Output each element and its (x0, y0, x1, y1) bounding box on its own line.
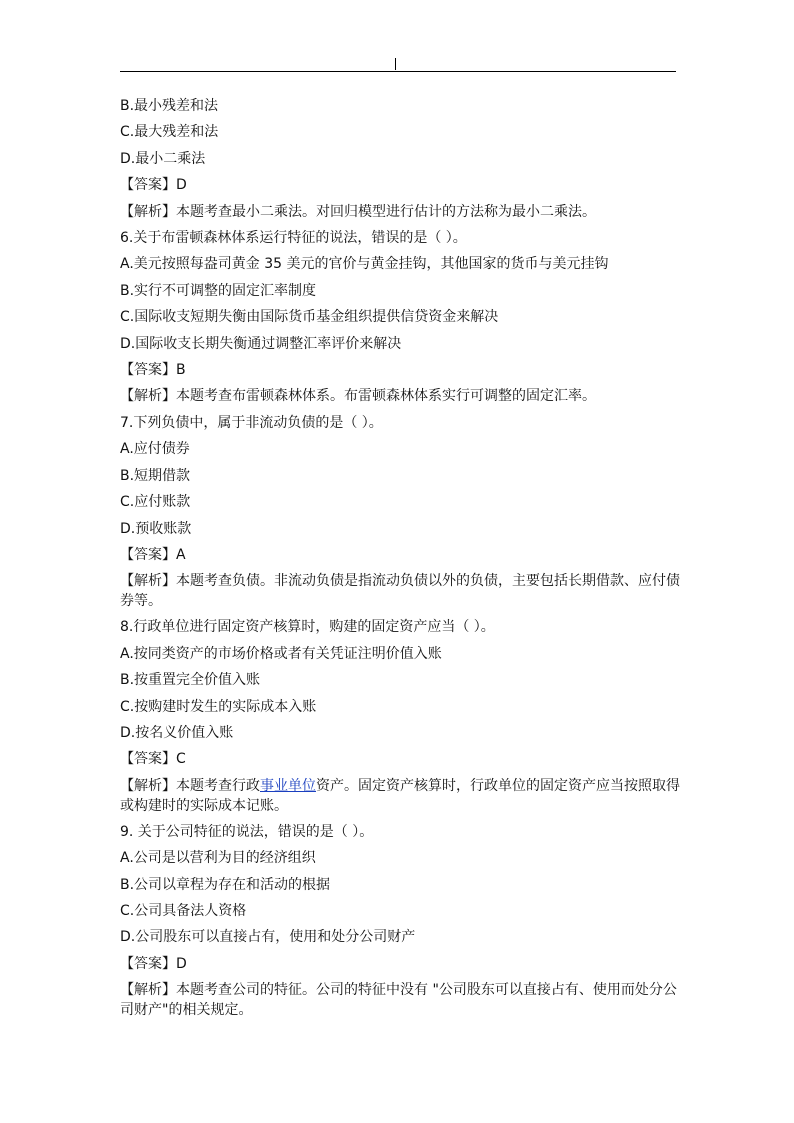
q9-option-b: B.公司以章程为存在和活动的根据 (120, 876, 331, 893)
q7-option-d: D.预收账款 (120, 520, 192, 537)
q7-option-b: B.短期借款 (120, 467, 191, 484)
explanation-6: 【解析】本题考查布雷顿森林体系。布雷顿森林体系实行可调整的固定汇率。 (120, 388, 596, 405)
question-8: 8.行政单位进行固定资产核算时，购建的固定资产应当（ ）。 (120, 619, 495, 636)
page-content (120, 93, 680, 1023)
q8-option-a: A.按同类资产的市场价格或者有关凭证注明价值入账 (120, 645, 442, 662)
answer-6: 【答案】B (120, 362, 186, 379)
q8-option-d: D.按名义价值入账 (120, 724, 234, 741)
option-c: C.最大残差和法 (120, 124, 219, 141)
explanation-8-end: 资产。固定资产核算时，行政单位的固定资产应当按照取得或构建时的实际成本记账。 (120, 777, 680, 814)
q8-option-b: B.按重置完全价值入账 (120, 672, 261, 689)
q7-option-a: A.应付债券 (120, 441, 190, 458)
question-6: 6.关于布雷顿森林体系运行特征的说法，错误的是（ ）。 (120, 230, 467, 247)
question-7: 7.下列负债中，属于非流动负债的是（ ）。 (120, 414, 383, 431)
answer-8: 【答案】C (120, 751, 186, 768)
answer-5: 【答案】D (120, 177, 187, 194)
answer-9: 【答案】D (120, 955, 187, 972)
q6-option-b: B.实行不可调整的固定汇率制度 (120, 282, 317, 299)
explanation-8 (120, 776, 680, 816)
q6-option-d: D.国际收支长期失衡通过调整汇率评价来解决 (120, 335, 402, 352)
option-b: B.最小残差和法 (120, 98, 219, 114)
explanation-5: 【解析】本题考查最小二乘法。对回归模型进行估计的方法称为最小二乘法。 (120, 203, 596, 220)
explanation-7: 【解析】本题考查负债。非流动负债是指流动负债以外的负债，主要包括长期借款、应付债券等。 (120, 573, 680, 610)
explanation-8-start: 【解析】本题考查行政 (120, 777, 260, 794)
header-mark (395, 58, 396, 70)
answer-7: 【答案】A (120, 546, 186, 563)
question-9: 9. 关于公司特征的说法，错误的是（ ）。 (120, 823, 374, 840)
q7-option-c: C.应付账款 (120, 494, 191, 511)
option-d: D.最小二乘法 (120, 150, 206, 167)
q6-option-c: C.国际收支短期失衡由国际货币基金组织提供信贷资金来解决 (120, 309, 499, 326)
institution-link[interactable]: 事业单位 (260, 777, 316, 794)
q6-option-a: A.美元按照每盎司黄金 35 美元的官价与黄金挂钩，其他国家的货币与美元挂钩 (120, 256, 609, 273)
q8-option-c: C.按购建时发生的实际成本入账 (120, 698, 317, 715)
q9-option-c: C.公司具备法人资格 (120, 902, 247, 919)
explanation-9: 【解析】本题考查公司的特征。公司的特征中没有 "公司股东可以直接占有、使用而处分公司财产"的相关规定。 (120, 982, 677, 1019)
q9-option-d: D.公司股东可以直接占有，使用和处分公司财产 (120, 929, 416, 946)
header-rule (120, 71, 676, 72)
q9-option-a: A.公司是以营利为目的经济组织 (120, 850, 316, 867)
